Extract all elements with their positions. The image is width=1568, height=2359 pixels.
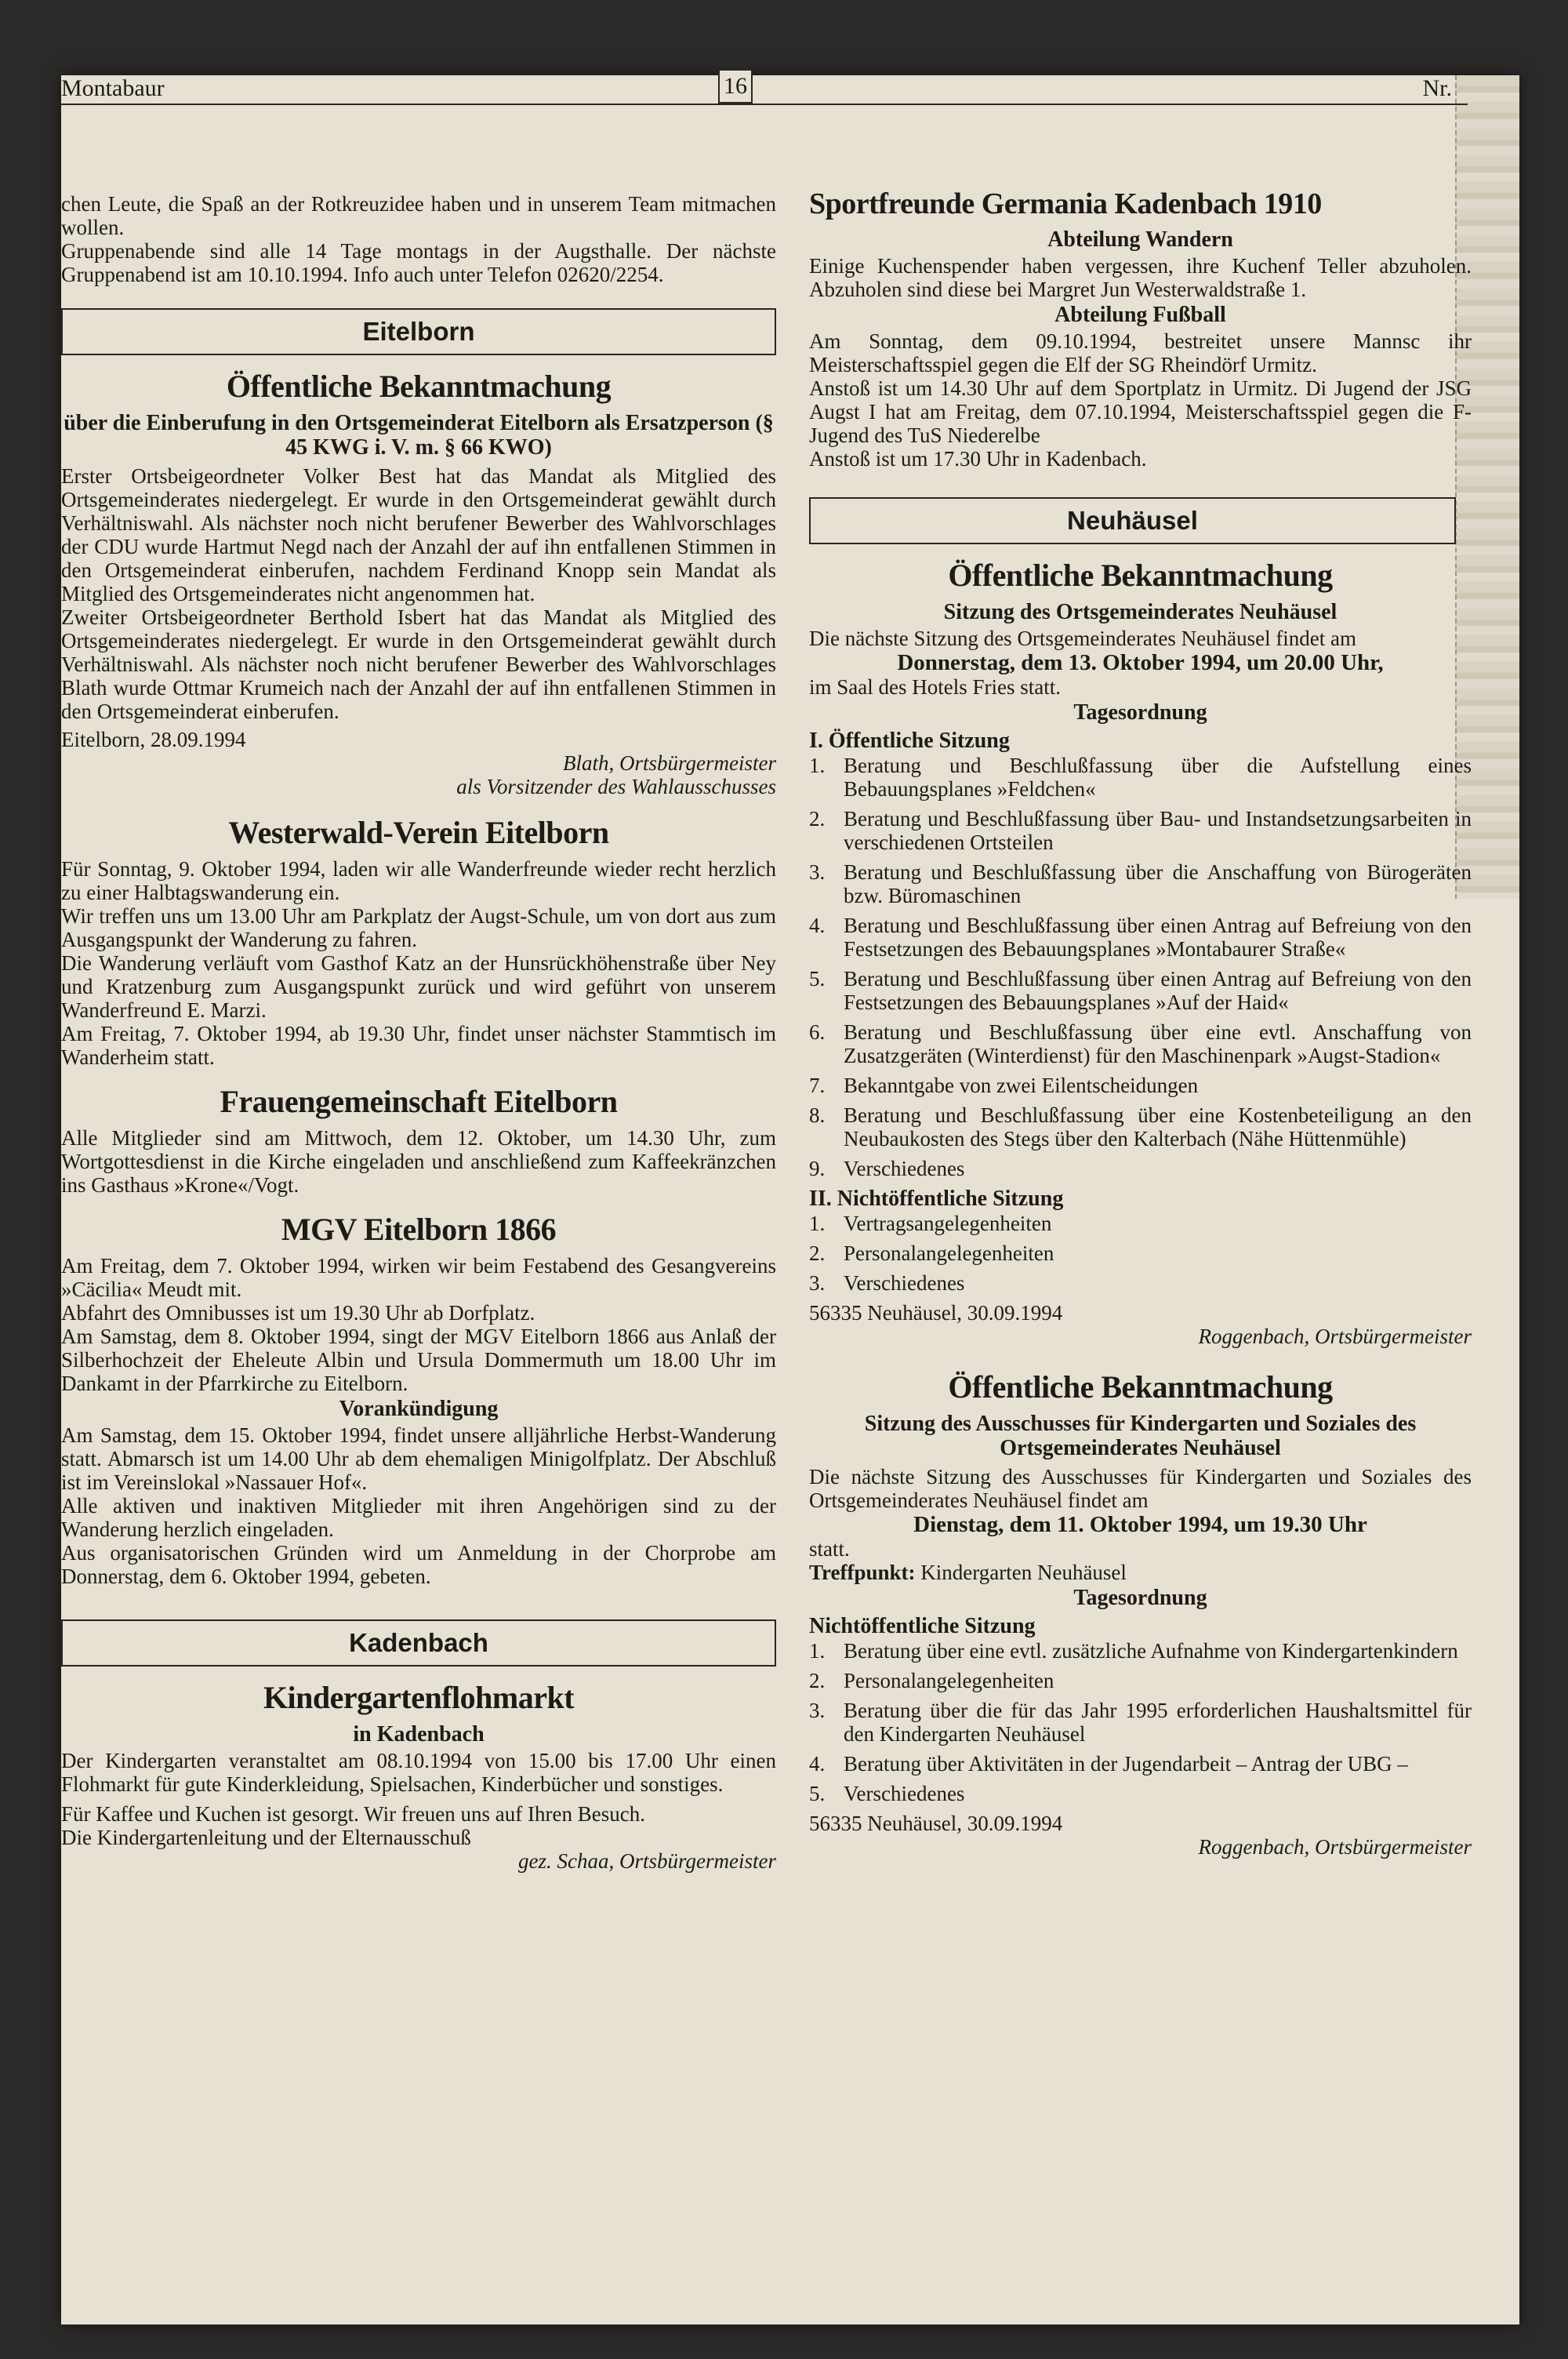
agenda-item-text: Verschiedenes xyxy=(844,1271,965,1295)
agenda-item-text: Beratung über die für das Jahr 1995 erforderlichen Haushaltsmittel für den Kindergarten Neuhäusel xyxy=(844,1699,1472,1746)
intro-text: chen Leute, die Spaß an der Rotkreuzidee haben und in unserem Team mitmachen wollen. xyxy=(61,192,776,239)
agenda-item-number: 3. xyxy=(809,860,826,884)
agenda-item-text: Personalangelegenheiten xyxy=(844,1669,1054,1692)
notice-date: 56335 Neuhäusel, 30.09.1994 xyxy=(809,1812,1063,1835)
club-paragraph: Am Freitag, dem 7. Oktober 1994, wirken wir beim Festabend des Gesangvereins »Cäcilia« Meudt mit. xyxy=(61,1254,776,1301)
club-paragraph: Alle aktiven und inaktiven Mitglieder mit ihren Angehörigen sind zu der Wanderung herzlich eingeladen. xyxy=(61,1494,776,1541)
intro-text-2: Gruppenabende sind alle 14 Tage montags in der Augsthalle. Der nächste Gruppenabend ist am 10.10.1994. Info auch unter Telefon 02620/2254. xyxy=(61,239,776,286)
agenda-item-number: 7. xyxy=(809,1074,826,1097)
agenda-section: I. Öffentliche Sitzung xyxy=(809,729,1010,753)
notice-signature: Roggenbach, Ortsbürgermeister xyxy=(1198,1835,1472,1859)
club-paragraph: Anstoß ist um 14.30 Uhr auf dem Sportplatz in Urmitz. Di Jugend der JSG Augst I hat am Freitag, dem 07.10.1994, Meisterschaftsspiel gegen die F-Jugend des TuS Niederelbe xyxy=(809,376,1472,447)
notice-subtitle: Sitzung des Ortsgemeinderates Neuhäusel xyxy=(943,600,1338,624)
agenda-heading: Tagesordnung xyxy=(1073,1586,1207,1610)
agenda-list xyxy=(809,1639,1472,1805)
club-subheading: Vorankündigung xyxy=(339,1397,499,1421)
agenda-section: Nichtöffentliche Sitzung xyxy=(809,1614,1036,1638)
club-subheading: in Kadenbach xyxy=(353,1722,485,1747)
agenda-item xyxy=(809,1669,1472,1692)
agenda-item xyxy=(809,1639,1472,1663)
club-paragraph: Alle Mitglieder sind am Mittwoch, dem 12. Oktober, um 14.30 Uhr, zum Wortgottesdienst in die Kirche eingeladen und anschließend zum Kaffeekränzchen ins Gasthaus »Krone«/Vogt. xyxy=(61,1126,776,1197)
club-title: Frauengemeinschaft Eitelborn xyxy=(220,1084,618,1119)
agenda-item-text: Verschiedenes xyxy=(844,1782,965,1805)
agenda-item-number: 2. xyxy=(809,807,826,831)
agenda-item-number: 5. xyxy=(809,967,826,990)
right-column xyxy=(809,187,1472,1859)
agenda-item xyxy=(809,860,1472,907)
club-paragraph: Am Freitag, 7. Oktober 1994, ab 19.30 Uhr, findet unser nächster Stammtisch im Wanderheim statt. xyxy=(61,1022,776,1069)
agenda-item xyxy=(809,1699,1472,1746)
agenda-item-text: Beratung über Aktivitäten in der Jugendarbeit – Antrag der UBG – xyxy=(844,1752,1408,1776)
agenda-item xyxy=(809,914,1472,961)
club-signature: gez. Schaa, Ortsbürgermeister xyxy=(518,1849,776,1873)
agenda-item-number: 2. xyxy=(809,1669,826,1692)
club-title: Sportfreunde Germania Kadenbach 1910 xyxy=(809,187,1322,220)
agenda-item-number: 9. xyxy=(809,1157,826,1180)
agenda-item-number: 2. xyxy=(809,1241,826,1265)
notice-date: Eitelborn, 28.09.1994 xyxy=(61,728,246,751)
notice-title: Öffentliche Bekanntmachung xyxy=(948,558,1333,593)
agenda-item-number: 3. xyxy=(809,1271,826,1295)
notice-signature: Blath, Ortsbürgermeister xyxy=(563,751,776,775)
club-subheading: Abteilung Fußball xyxy=(1054,303,1226,327)
club-title: Westerwald-Verein Eitelborn xyxy=(228,815,609,850)
meeting-date: Donnerstag, dem 13. Oktober 1994, um 20.00 Uhr, xyxy=(897,650,1384,675)
notice-title: Öffentliche Bekanntmachung xyxy=(948,1369,1333,1405)
agenda-item-number: 1. xyxy=(809,754,826,777)
agenda-item-number: 1. xyxy=(809,1639,826,1663)
agenda-item-text: Beratung und Beschlußfassung über Bau- und Instandsetzungsarbeiten in verschiedenen Ortsteilen xyxy=(844,807,1472,854)
agenda-item-text: Verschiedenes xyxy=(844,1157,965,1180)
section-box-neuhaeusel: Neuhäusel xyxy=(809,497,1456,544)
page-header xyxy=(61,72,1468,105)
club-paragraph: Abfahrt des Omnibusses ist um 19.30 Uhr ab Dorfplatz. xyxy=(61,1301,535,1325)
club-paragraph: Der Kindergarten veranstaltet am 08.10.1994 von 15.00 bis 17.00 Uhr einen Flohmarkt für gute Kinderkleidung, Spielsachen, Kinderbücher und sonstiges. xyxy=(61,1749,776,1796)
club-paragraph: Anstoß ist um 17.30 Uhr in Kadenbach. xyxy=(809,447,1147,471)
left-column xyxy=(61,192,776,1873)
agenda-item-text: Beratung und Beschlußfassung über eine Kostenbeteiligung an den Neubaukosten des Stegs über den Kalterbach (Nähe Hüttenmühle) xyxy=(844,1103,1472,1150)
agenda-item xyxy=(809,1241,1472,1265)
agenda-item-number: 4. xyxy=(809,1752,826,1776)
meeting-place-value: Kindergarten Neuhäusel xyxy=(920,1561,1127,1584)
agenda-list xyxy=(809,754,1472,1180)
agenda-item-text: Beratung und Beschlußfassung über die Aufstellung eines Bebauungsplanes »Feldchen« xyxy=(844,754,1472,801)
agenda-item-text: Vertragsangelegenheiten xyxy=(844,1212,1052,1235)
agenda-item-text: Beratung und Beschlußfassung über einen Antrag auf Befreiung von den Festsetzungen des Bebauungsplanes »Montabaurer Straße« xyxy=(844,914,1472,961)
header-town: Montabaur xyxy=(61,75,165,101)
agenda-heading: Tagesordnung xyxy=(1073,700,1207,725)
agenda-list xyxy=(809,1212,1472,1295)
club-paragraph: Am Samstag, dem 15. Oktober 1994, findet unsere alljährliche Herbst-Wanderung statt. Abmarsch ist um 14.00 Uhr ab dem ehemaligen Minigolfplatz. Der Abschluß ist im Vereinslokal »Nassauer Hof«. xyxy=(61,1423,776,1494)
agenda-item xyxy=(809,1271,1472,1295)
agenda-item-number: 6. xyxy=(809,1020,826,1044)
agenda-item xyxy=(809,1074,1472,1097)
notice-paragraph: Zweiter Ortsbeigeordneter Berthold Isbert hat das Mandat als Mitglied des Ortsgemeinderates niedergelegt. Er wurde in den Ortsgemeinderat gewählt durch Verhältniswahl. Als nächster noch nicht berufener Bewerber des Wahlvorschlages Blath wurde Ottmar Krumeich nach der Anzahl der auf ihn entfallenen Stimmen in den Ortsgemeinderat einberufen. xyxy=(61,605,776,723)
page-number: 16 xyxy=(718,69,753,104)
agenda-item xyxy=(809,967,1472,1014)
notice-title: Öffentliche Bekanntmachung xyxy=(226,369,612,404)
meeting-place: im Saal des Hotels Fries statt. xyxy=(809,675,1061,699)
agenda-item xyxy=(809,1782,1472,1805)
agenda-item-number: 1. xyxy=(809,1212,826,1235)
notice-signature-role: als Vorsitzender des Wahlausschusses xyxy=(456,775,776,798)
agenda-item xyxy=(809,754,1472,801)
club-subheading: Abteilung Wandern xyxy=(1047,227,1233,252)
club-paragraph: Wir treffen uns um 13.00 Uhr am Parkplatz der Augst-Schule, um von dort aus zum Ausgangspunkt der Wanderung zu fahren. xyxy=(61,904,776,951)
club-paragraph: Am Samstag, dem 8. Oktober 1994, singt der MGV Eitelborn 1866 aus Anlaß der Silberhochzeit der Eheleute Albin und Ursula Dommermuth um 18.00 Uhr im Dankamt in der Pfarrkirche zu Eitelborn. xyxy=(61,1325,776,1395)
agenda-item xyxy=(809,807,1472,854)
notice-paragraph: Die nächste Sitzung des Ortsgemeinderates Neuhäusel findet am xyxy=(809,627,1357,650)
section-box-eitelborn: Eitelborn xyxy=(61,308,776,355)
agenda-item-text: Beratung über eine evtl. zusätzliche Aufnahme von Kindergartenkindern xyxy=(844,1639,1458,1663)
club-paragraph: Einige Kuchenspender haben vergessen, ihre Kuchenf Teller abzuholen. Abzuholen sind diese bei Margret Jun Westerwaldstraße 1. xyxy=(809,254,1472,301)
agenda-item xyxy=(809,1752,1472,1776)
agenda-item-text: Beratung und Beschlußfassung über eine evtl. Anschaffung von Zusatzgeräten (Winterdienst) für den Maschinenpark »Augst-Stadion« xyxy=(844,1020,1472,1067)
agenda-item-number: 8. xyxy=(809,1103,826,1127)
notice-signature: Roggenbach, Ortsbürgermeister xyxy=(1198,1325,1472,1348)
agenda-section: II. Nichtöffentliche Sitzung xyxy=(809,1187,1064,1211)
notice-paragraph: Die nächste Sitzung des Ausschusses für Kindergarten und Soziales des Ortsgemeinderates Neuhäusel findet am xyxy=(809,1465,1472,1512)
club-title: Kindergartenflohmarkt xyxy=(263,1680,575,1715)
notice-subtitle: über die Einberufung in den Ortsgemeinderat Eitelborn als Ersatzperson (§ 45 KWG i. V. m. § 66 KWO) xyxy=(64,411,774,460)
agenda-item-text: Beratung und Beschlußfassung über die Anschaffung von Bürogeräten bzw. Büromaschinen xyxy=(844,860,1472,907)
agenda-item-text: Bekanntgabe von zwei Eilentscheidungen xyxy=(844,1074,1199,1097)
club-paragraph: Die Wanderung verläuft vom Gasthof Katz an der Hunsrückhöhenstraße über Ney und Kratzenburg zum Ausgangspunkt zurück und wird geführt von unserem Wanderfreund E. Marzi. xyxy=(61,951,776,1022)
notice-paragraph: Erster Ortsbeigeordneter Volker Best hat das Mandat als Mitglied des Ortsgemeinderates niedergelegt. Er wurde in den Ortsgemeinderat gewählt durch Verhältniswahl. Als nächster noch nicht berufener Bewerber des Wahlvorschlages der CDU wurde Hartmut Negd nach der Anzahl der auf ihn entfallenen Stimmen in den Ortsgemeinderat einberufen, nachdem Ferdinand Knopp sein Mandat als Mitglied des Ortsgemeinderates nicht angenommen hat. xyxy=(61,464,776,605)
notice-subtitle: Sitzung des Ausschusses für Kindergarten und Soziales des Ortsgemeinderates Neuhäusel xyxy=(864,1412,1417,1460)
meeting-statt: statt. xyxy=(809,1537,850,1561)
club-paragraph: Für Sonntag, 9. Oktober 1994, laden wir alle Wanderfreunde wieder recht herzlich zu einer Halbtagswanderung ein. xyxy=(61,857,776,904)
section-box-kadenbach: Kadenbach xyxy=(61,1619,776,1667)
notice-date: 56335 Neuhäusel, 30.09.1994 xyxy=(809,1301,1063,1325)
agenda-item xyxy=(809,1157,1472,1180)
agenda-item xyxy=(809,1020,1472,1067)
meeting-place xyxy=(809,1561,1472,1584)
meeting-date: Dienstag, dem 11. Oktober 1994, um 19.30 Uhr xyxy=(913,1512,1367,1537)
club-paragraph: Aus organisatorischen Gründen wird um Anmeldung in der Chorprobe am Donnerstag, dem 6. Oktober 1994, gebeten. xyxy=(61,1541,776,1588)
club-title: MGV Eitelborn 1866 xyxy=(281,1212,557,1247)
meeting-place-label: Treffpunkt: xyxy=(809,1561,916,1584)
agenda-item-number: 5. xyxy=(809,1782,826,1805)
agenda-item xyxy=(809,1212,1472,1235)
agenda-item-number: 3. xyxy=(809,1699,826,1722)
club-paragraph: Für Kaffee und Kuchen ist gesorgt. Wir freuen uns auf Ihren Besuch. xyxy=(61,1802,645,1826)
agenda-item-text: Personalangelegenheiten xyxy=(844,1241,1054,1265)
club-paragraph: Am Sonntag, dem 09.10.1994, bestreitet unsere Mannsc ihr Meisterschaftsspiel gegen die Elf der SG Rheindörf Urmitz. xyxy=(809,329,1472,376)
club-paragraph: Die Kindergartenleitung und der Elternausschuß xyxy=(61,1826,471,1849)
agenda-item xyxy=(809,1103,1472,1150)
agenda-item-text: Beratung und Beschlußfassung über einen Antrag auf Befreiung von den Festsetzungen des Bebauungsplanes »Auf der Haid« xyxy=(844,967,1472,1014)
agenda-item-number: 4. xyxy=(809,914,826,937)
header-issue: Nr. xyxy=(1422,75,1452,101)
